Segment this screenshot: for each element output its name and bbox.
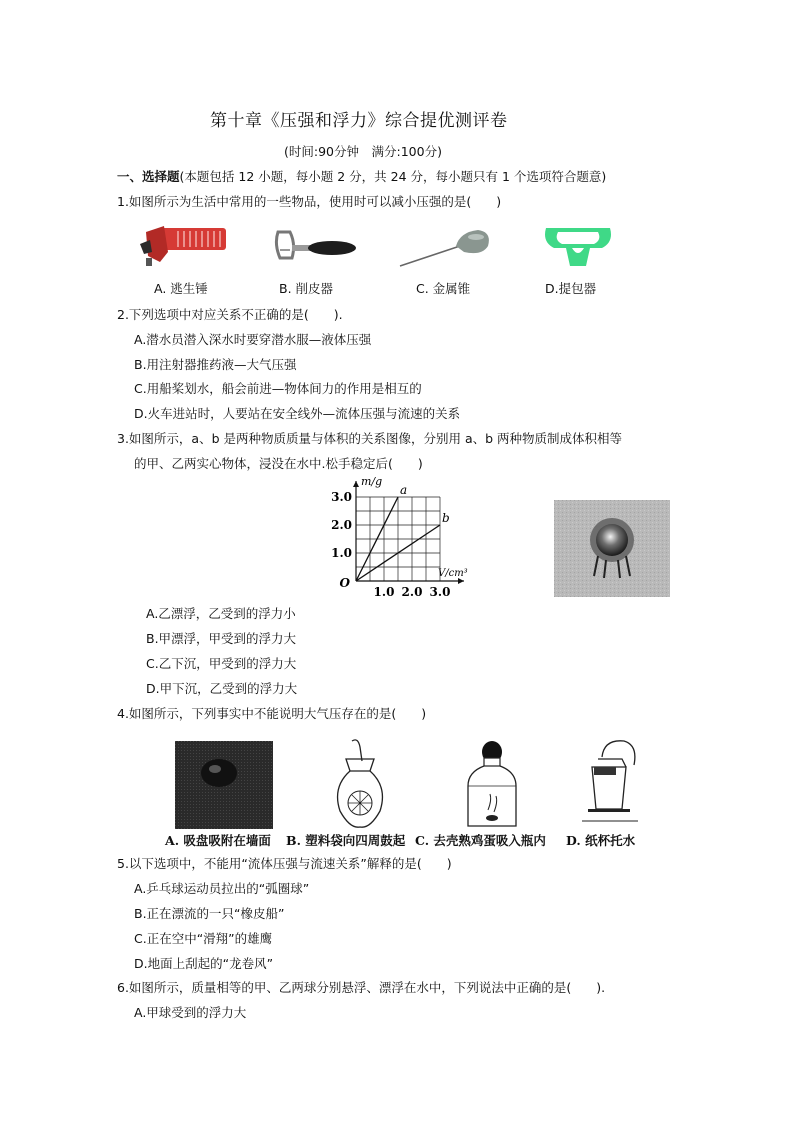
x-tick-label: 2.0 <box>401 585 423 599</box>
q4-caption-b: B. 塑料袋向四周鼓起 <box>286 833 406 848</box>
exam-info: (时间:90分钟 满分:100分) <box>284 144 442 159</box>
y-tick-label: 1.0 <box>331 546 352 560</box>
paper-cup-water-image <box>578 737 642 831</box>
q5-option-c: C.正在空中“滑翔”的雄鹰 <box>134 931 273 946</box>
q6-option-a: A.甲球受到的浮力大 <box>134 1005 247 1020</box>
q2-option-d: D.火车进站时，人要站在安全线外—流体压强与流速的关系 <box>134 406 461 421</box>
x-tick-label: 3.0 <box>429 585 451 599</box>
question-3-stem-line2: 的甲、乙两实心物体，浸没在水中.松手稳定后( ) <box>134 456 423 471</box>
peeler-image <box>272 228 360 268</box>
section-heading <box>117 167 606 185</box>
y-tick-label: 3.0 <box>331 490 352 504</box>
q1-option-a: A. 逃生锤 <box>154 281 208 296</box>
x-tick-label: 1.0 <box>373 585 395 599</box>
q2-option-a: A.潜水员潜入深水时要穿潜水服—液体压强 <box>134 332 372 347</box>
question-1-stem: 1.如图所示为生活中常用的一些物品，使用时可以减小压强的是( ) <box>117 194 502 209</box>
question-5-stem: 5.以下选项中，不能用“流体压强与流速关系”解释的是( ) <box>117 856 452 871</box>
q2-option-b: B.用注射器推药液—大气压强 <box>134 357 297 372</box>
suction-cup-dark-photo <box>175 741 273 829</box>
section-title: 一、选择题 <box>117 169 180 184</box>
suction-cup-photo <box>554 500 670 597</box>
metal-awl-image <box>398 224 494 270</box>
plastic-bag-image <box>330 737 390 831</box>
q3-option-d: D.甲下沉，乙受到的浮力大 <box>146 681 298 696</box>
series-label-b: b <box>442 511 450 525</box>
y-axis-arrow <box>353 481 359 487</box>
q4-caption-a: A. 吸盘吸附在墙面 <box>165 833 271 848</box>
q1-option-d: D.提包器 <box>545 281 597 296</box>
question-6-stem: 6.如图所示，质量相等的甲、乙两球分别悬浮、漂浮在水中，下列说法中正确的是( ). <box>117 980 606 995</box>
q1-option-b: B. 削皮器 <box>279 281 334 296</box>
question-2-stem: 2.下列选项中对应关系不正确的是( ). <box>117 307 343 322</box>
bag-lifter-image <box>540 222 616 270</box>
q2-option-c: C.用船桨划水，船会前进—物体间力的作用是相互的 <box>134 381 422 396</box>
q4-caption-d: D. 纸杯托水 <box>566 833 636 848</box>
section-desc: (本题包括 12 小题，每小题 2 分，共 24 分，每小题只有 1 个选项符合题意) <box>179 169 607 184</box>
mass-volume-chart <box>330 475 480 599</box>
q3-option-b: B.甲漂浮，甲受到的浮力大 <box>146 631 297 646</box>
series-label-a: a <box>400 483 408 497</box>
question-4-stem: 4.如图所示，下列事实中不能说明大气压存在的是( ) <box>117 706 427 721</box>
y-axis-label: m/g <box>361 475 383 488</box>
origin-label: O <box>339 576 350 590</box>
q5-option-b: B.正在漂流的一只“橡皮船” <box>134 906 285 921</box>
escape-hammer-image <box>138 222 230 270</box>
y-tick-label: 2.0 <box>331 518 352 532</box>
q4-caption-c: C. 去壳熟鸡蛋吸入瓶内 <box>415 833 546 848</box>
egg-bottle-image <box>462 740 522 830</box>
x-axis-label: V/cm³ <box>438 568 468 579</box>
q5-option-a: A.乒乓球运动员拉出的“弧圈球” <box>134 881 310 896</box>
q1-option-c: C. 金属锥 <box>416 281 471 296</box>
question-3-stem-line1: 3.如图所示，a、b 是两种物质质量与体积的关系图像，分别用 a、b 两种物质制成体积相等 <box>117 431 623 446</box>
q3-option-c: C.乙下沉，甲受到的浮力大 <box>146 656 297 671</box>
q5-option-d: D.地面上刮起的“龙卷风” <box>134 956 274 971</box>
q3-option-a: A.乙漂浮，乙受到的浮力小 <box>146 606 296 621</box>
page-title: 第十章《压强和浮力》综合提优测评卷 <box>210 111 508 131</box>
